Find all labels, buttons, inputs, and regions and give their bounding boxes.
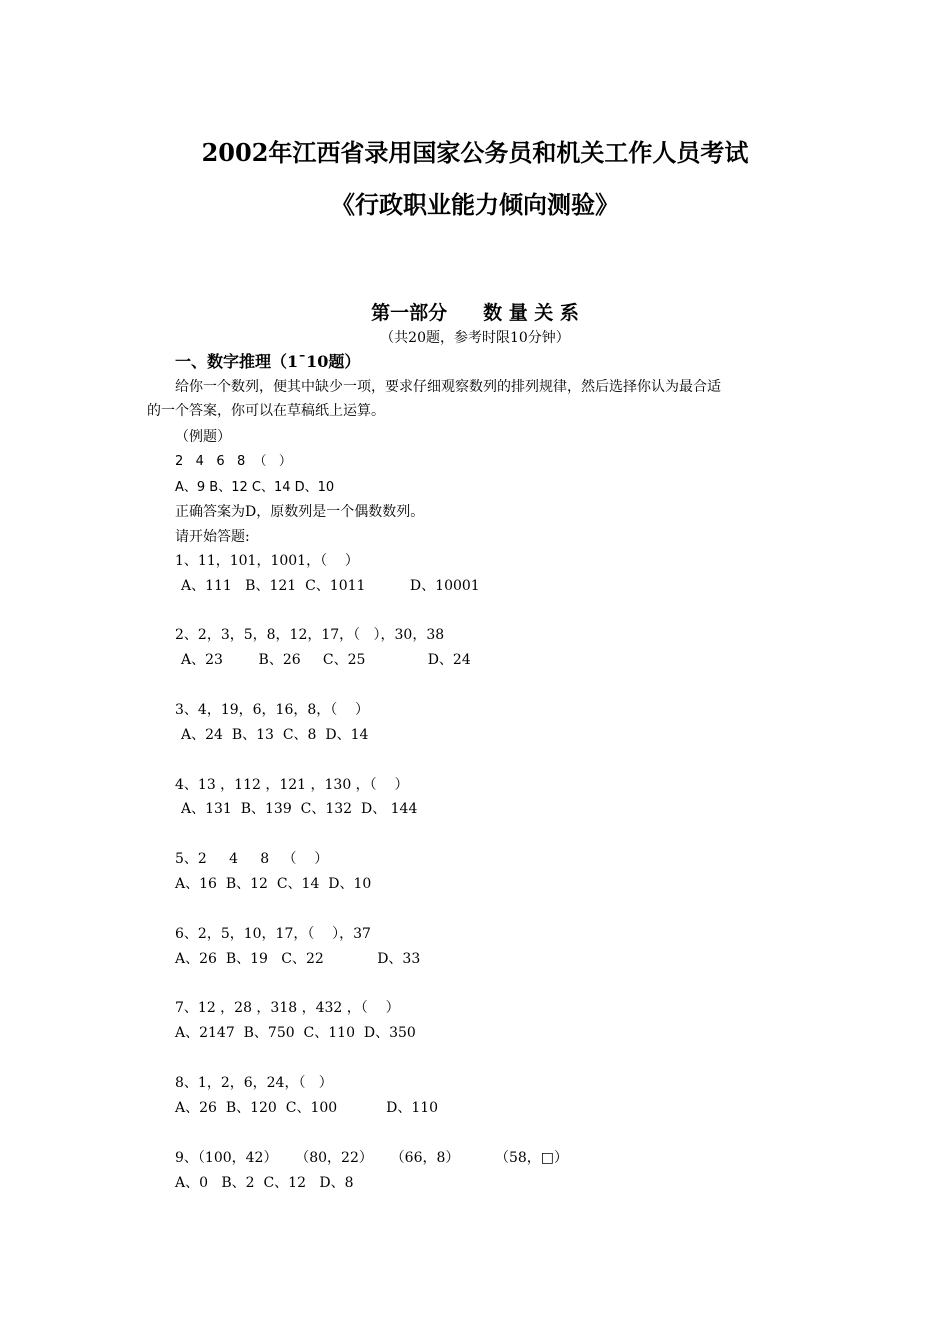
question-8-options: A、26 B、120 C、100 D、110 [175, 1100, 439, 1116]
part-heading [0, 298, 950, 325]
question-1-stem: 1、11，101，1001，（ ） [175, 553, 359, 569]
question-5-options: A、16 B、12 C、14 D、10 [175, 876, 372, 892]
section-heading: 一、数字推理（1¯10题） [175, 352, 361, 371]
question-6-stem: 6、2，5，10，17，（ ），37 [175, 926, 371, 942]
question-9-stem: 9、（100，42） （80，22） （66，8） （58，□） [175, 1150, 569, 1166]
question-2-options: A、23 B、26 C、25 D、24 [181, 652, 471, 668]
question-9-options: A、0 B、2 C、12 D、8 [175, 1175, 354, 1191]
example-label: （例题） [175, 429, 231, 445]
instructions-line-2: 的一个答案，你可以在草稿纸上运算。 [147, 403, 385, 419]
question-7-stem: 7、12 ，28 ，318 ，432 ，（ ） [175, 1000, 400, 1016]
instructions-line-1: 给你一个数列，便其中缺少一项，要求仔细观察数列的排列规律，然后选择你认为最合适 [175, 379, 721, 395]
question-8-stem: 8、1，2，6，24，（ ） [175, 1075, 333, 1091]
example-sequence: 2 4 6 8 （ ） [175, 454, 292, 469]
question-6-options: A、26 B、19 C、22 D、33 [175, 951, 421, 967]
question-2-stem: 2、2，3，5，8，12，17，（ ），30，38 [175, 627, 445, 643]
question-4-options: A、131 B、139 C、132 D、 144 [181, 801, 418, 817]
document-title: 2002年江西省录用国家公务员和机关工作人员考试 [201, 138, 749, 167]
part-topic: 数 量 关 系 [483, 302, 579, 324]
example-options: A、9 B、12 C、14 D、10 [175, 480, 335, 495]
question-1-options: A、111 B、121 C、1011 D、10001 [181, 578, 480, 594]
question-5-stem: 5、2 4 8 （ ） [175, 851, 329, 867]
start-prompt: 请开始答题: [175, 529, 250, 545]
part-name: 第一部分 [371, 302, 448, 324]
question-3-options: A、24 B、13 C、8 D、14 [181, 727, 369, 743]
document-subtitle: 《行政职业能力倾向测验》 [331, 190, 619, 219]
question-3-stem: 3、4，19，6，16，8，（ ） [175, 702, 370, 718]
example-answer: 正确答案为D，原数列是一个偶数数列。 [175, 504, 425, 520]
part-note: （共20题，参考时限10分钟） [380, 330, 570, 346]
question-7-options: A、2147 B、750 C、110 D、350 [175, 1025, 416, 1041]
question-4-stem: 4、13 ，112 ，121 ，130 ，（ ） [175, 777, 409, 793]
